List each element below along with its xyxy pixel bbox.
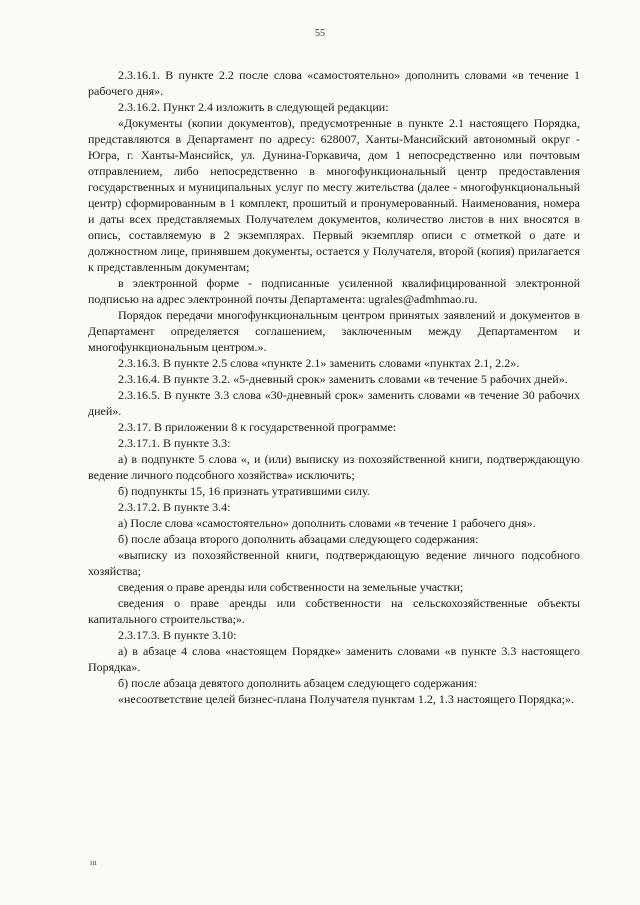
paragraph: 2.3.16.2. Пункт 2.4 изложить в следующей редакции: (118, 100, 389, 114)
paragraph: 2.3.17.1. В пункте 3.3: (118, 436, 231, 450)
paragraph: 2.3.17.2. В пункте 3.4: (118, 500, 231, 514)
paragraph: сведения о праве аренды или собственности на сельскохозяйственные объекты капитального строительства;». (88, 596, 580, 626)
document-body (88, 67, 580, 707)
paragraph: а) в абзаце 4 слова «настоящем Порядке» заменить словами «в пункте 3.3 настоящего Порядка». (88, 644, 580, 674)
paragraph: б) после абзаца второго дополнить абзацами следующего содержания: (118, 532, 479, 546)
paragraph: «несоответствие целей бизнес-плана Получателя пунктам 1.2, 1.3 настоящего Порядка;». (118, 692, 575, 706)
paragraph: в электронной форме - подписанные усиленной квалифицированной электронной подписью на адрес электронной почты Департамента: ugrales@admhmao.ru. (88, 276, 580, 306)
footer-mark: ııı (90, 858, 97, 867)
paragraph: б) подпункты 15, 16 признать утратившими силу. (118, 484, 370, 498)
paragraph: «выписку из похозяйственной книги, подтверждающую ведение личного подсобного хозяйства; (88, 548, 580, 578)
paragraph: а) в подпункте 5 слова «, и (или) выписку из похозяйственной книги, подтверждающую ведение личного подсобного хозяйства» исключить; (88, 452, 580, 482)
paragraph: 2.3.16.4. В пункте 3.2. «5-дневный срок» заменить словами «в течение 5 рабочих дней». (118, 372, 568, 386)
paragraph: Порядок передачи многофункциональным центром принятых заявлений и документов в Департамент определяется соглашением, заключенным между Департаментом и многофункциональным центром.». (88, 308, 580, 354)
paragraph: а) После слова «самостоятельно» дополнить словами «в течение 1 рабочего дня». (118, 516, 536, 530)
paragraph: сведения о праве аренды или собственности на земельные участки; (118, 580, 464, 594)
paragraph: 2.3.16.5. В пункте 3.3 слова «30-дневный срок» заменить словами «в течение 30 рабочих дней». (88, 388, 580, 418)
paragraph: 2.3.16.3. В пункте 2.5 слова «пункте 2.1» заменить словами «пунктах 2.1, 2.2». (118, 356, 520, 370)
paragraph: 2.3.17.3. В пункте 3.10: (118, 628, 237, 642)
paragraph: 2.3.17. В приложении 8 к государственной программе: (118, 420, 397, 434)
paragraph: б) после абзаца девятого дополнить абзацем следующего содержания: (118, 676, 478, 690)
paragraph: «Документы (копии документов), предусмотренные в пункте 2.1 настоящего Порядка, представляются в Департамент по адресу: 628007, Ханты-Мансийский автономный округ - Югра, г. Ханты-Мансийск, ул. Дунина-Горкавича, дом 1 непосредственно или почтовым отправлением, либо непосредственно в многофункциональный центр предоставления государственных и муниципальных услуг по месту жительства (далее - многофункциональный центр) сформированным в 1 комплект, прошитый и пронумерованный. Наименования, номера и даты всех представляемых Получателем документов, количество листов в них вносятся в опись, составляемую в 2 экземплярах. Первый экземпляр описи с отметкой о дате и должностном лице, принявшем документы, остается у Получателя, второй (копия) прилагается к представленным документам; (88, 116, 580, 274)
paragraph: 2.3.16.1. В пункте 2.2 после слова «самостоятельно» дополнить словами «в течение 1 рабочего дня». (88, 68, 580, 98)
page-number: 55 (315, 28, 325, 39)
